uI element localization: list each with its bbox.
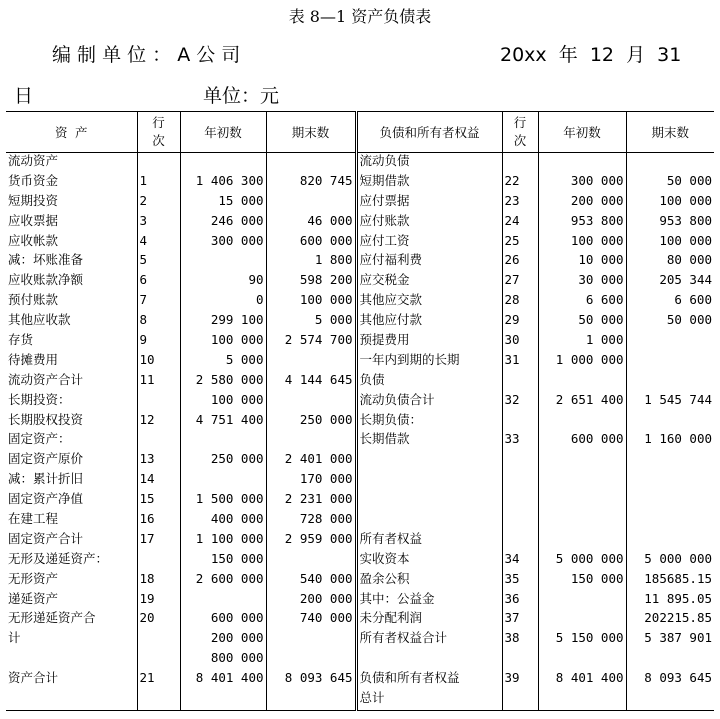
liability-closing: [626, 451, 714, 471]
asset-closing: 1 800: [266, 252, 356, 272]
asset-opening: 8 401 400: [180, 670, 266, 690]
asset-item: 应收账款净额: [8, 272, 84, 288]
liability-closing: [626, 511, 714, 531]
table-row: [6, 412, 714, 432]
asset-item: 固定资产：: [8, 431, 71, 447]
liability-line-no: 25: [502, 233, 538, 253]
liability-line-no: 33: [502, 431, 538, 451]
asset-line-no: 7: [137, 292, 180, 312]
table-row: [6, 491, 714, 511]
asset-line-no: 1: [137, 173, 180, 193]
liability-line-no: 39: [502, 670, 538, 690]
col-header-opening: 年初数: [180, 112, 266, 153]
col-header-line-no: 行次: [137, 112, 180, 153]
liability-line-no: [502, 153, 538, 173]
liability-opening: [538, 491, 626, 511]
liability-line-no: [502, 531, 538, 551]
liability-opening: 300 000: [538, 173, 626, 193]
asset-item: 固定资产净值: [8, 491, 84, 507]
liability-item: 负债和所有者权益: [356, 670, 502, 690]
company-unit: 编 制 单 位 ： A 公 司: [52, 44, 241, 66]
liability-closing: 185685.15: [626, 571, 714, 591]
liability-opening: [538, 531, 626, 551]
asset-line-no: 2: [137, 193, 180, 213]
liability-closing: 80 000: [626, 252, 714, 272]
asset-opening: 1 100 000: [180, 531, 266, 551]
table-row: [6, 272, 714, 292]
table-row: [6, 392, 714, 412]
liability-line-no: 30: [502, 332, 538, 352]
table-row: [6, 332, 714, 352]
asset-line-no: 15: [137, 491, 180, 511]
liability-line-no: 36: [502, 591, 538, 611]
col-header-assets: 资 产: [6, 112, 137, 153]
liability-item: 其他应交款: [356, 292, 502, 312]
table-row: [6, 372, 714, 392]
asset-line-no: 10: [137, 352, 180, 372]
liability-opening: [538, 471, 626, 491]
asset-line-no: [137, 630, 180, 650]
table-title: 表 8—1 资产负债表: [288, 7, 432, 26]
liability-closing: 953 800: [626, 213, 714, 233]
liability-item: 长期负债：: [356, 412, 502, 432]
table-row: [6, 670, 714, 690]
asset-opening: 5 000: [180, 352, 266, 372]
asset-line-no: 8: [137, 312, 180, 332]
asset-opening: 4 751 400: [180, 412, 266, 432]
asset-item: 无形及递延资产：: [8, 550, 109, 566]
liability-line-no: [502, 650, 538, 670]
liability-opening: 5 150 000: [538, 630, 626, 650]
asset-opening: [180, 252, 266, 272]
table-row: [6, 531, 714, 551]
table-row: [6, 252, 714, 272]
asset-closing: 728 000: [266, 511, 356, 531]
liability-opening: 5 000 000: [538, 551, 626, 571]
asset-opening: 600 000: [180, 610, 266, 630]
asset-closing: 46 000: [266, 213, 356, 233]
asset-line-no: 9: [137, 332, 180, 352]
liability-closing: 11 895.05: [626, 591, 714, 611]
asset-line-no: 16: [137, 511, 180, 531]
asset-opening: 100 000: [180, 392, 266, 412]
liability-opening: 10 000: [538, 252, 626, 272]
liability-item: [356, 451, 502, 471]
asset-opening: [180, 591, 266, 611]
liability-item: [356, 650, 502, 670]
asset-closing: 540 000: [266, 571, 356, 591]
asset-item: 应收票据: [8, 212, 59, 228]
liability-line-no: 37: [502, 610, 538, 630]
liability-item: 总计: [356, 690, 502, 710]
liability-opening: 30 000: [538, 272, 626, 292]
liability-item: 预提费用: [356, 332, 502, 352]
liability-line-no: 35: [502, 571, 538, 591]
currency-unit: 单位：元: [203, 85, 280, 107]
asset-line-no: 5: [137, 252, 180, 272]
liability-item: 一年内到期的长期: [356, 352, 502, 372]
asset-line-no: [137, 431, 180, 451]
balance-sheet-table: [6, 111, 714, 711]
table-row: [6, 630, 714, 650]
asset-opening: [180, 153, 266, 173]
asset-line-no: 20: [137, 610, 180, 630]
liability-item: [356, 511, 502, 531]
asset-item: 资产合计: [8, 670, 59, 686]
liability-item: 流动负债: [356, 153, 502, 173]
liability-line-no: 24: [502, 213, 538, 233]
asset-closing: 600 000: [266, 233, 356, 253]
liability-item: 应交税金: [356, 272, 502, 292]
asset-line-no: 4: [137, 233, 180, 253]
liability-closing: [626, 352, 714, 372]
asset-opening: 1 406 300: [180, 173, 266, 193]
liability-line-no: [502, 412, 538, 432]
liability-opening: [538, 451, 626, 471]
asset-opening: 800 000: [180, 650, 266, 670]
asset-closing: 2 401 000: [266, 451, 356, 471]
liability-closing: [626, 690, 714, 710]
asset-item: 货币资金: [8, 172, 59, 188]
liability-line-no: [502, 471, 538, 491]
liability-line-no: 23: [502, 193, 538, 213]
table-row: [6, 233, 714, 253]
asset-item: 在建工程: [8, 511, 59, 527]
asset-item: 短期投资: [8, 192, 59, 208]
table-row: [6, 571, 714, 591]
liability-closing: 5 000 000: [626, 551, 714, 571]
asset-line-no: 3: [137, 213, 180, 233]
liability-item: 应付票据: [356, 193, 502, 213]
liability-opening: 50 000: [538, 312, 626, 332]
liability-opening: [538, 650, 626, 670]
table-row: [6, 352, 714, 372]
liability-item: 应付福利费: [356, 252, 502, 272]
asset-item: 预付账款: [8, 292, 59, 308]
liability-item: 流动负债合计: [356, 392, 502, 412]
liability-item: [356, 491, 502, 511]
liability-closing: 202215.85: [626, 610, 714, 630]
asset-opening: 150 000: [180, 551, 266, 571]
asset-item: 长期投资：: [8, 391, 71, 407]
asset-opening: 1 500 000: [180, 491, 266, 511]
asset-closing: [266, 551, 356, 571]
liability-line-no: [502, 690, 538, 710]
liability-line-no: 29: [502, 312, 538, 332]
liability-item: 未分配利润: [356, 610, 502, 630]
asset-closing: [266, 630, 356, 650]
liability-closing: [626, 531, 714, 551]
liability-line-no: [502, 451, 538, 471]
liability-opening: 100 000: [538, 233, 626, 253]
asset-opening: 2 600 000: [180, 571, 266, 591]
liability-opening: 8 401 400: [538, 670, 626, 690]
liability-item: 盈余公积: [356, 571, 502, 591]
asset-line-no: 19: [137, 591, 180, 611]
col-header-opening-2: 年初数: [538, 112, 626, 153]
liability-line-no: [502, 491, 538, 511]
liability-item: 所有者权益: [356, 531, 502, 551]
table-row: [6, 312, 714, 332]
table-row: [6, 511, 714, 531]
asset-item: 应收帐款: [8, 232, 59, 248]
col-header-line-no-2: 行次: [502, 112, 538, 153]
table-row: [6, 213, 714, 233]
asset-closing: 250 000: [266, 412, 356, 432]
liability-line-no: [502, 511, 538, 531]
asset-opening: 0: [180, 292, 266, 312]
asset-item: 无形递延资产合: [8, 610, 96, 626]
asset-item: 无形资产: [8, 570, 59, 586]
liability-line-no: 22: [502, 173, 538, 193]
liability-opening: 200 000: [538, 193, 626, 213]
table-row: [6, 591, 714, 611]
asset-closing: [266, 392, 356, 412]
table-row: [6, 471, 714, 491]
asset-item: [6, 650, 137, 670]
asset-closing: 100 000: [266, 292, 356, 312]
liability-closing: 1 545 744: [626, 392, 714, 412]
asset-line-no: 14: [137, 471, 180, 491]
liability-opening: [538, 690, 626, 710]
asset-opening: 200 000: [180, 630, 266, 650]
liability-item: 应付工资: [356, 233, 502, 253]
asset-line-no: [137, 650, 180, 670]
table-row: [6, 551, 714, 571]
table-row: [6, 193, 714, 213]
asset-closing: 2 959 000: [266, 531, 356, 551]
table-row: [6, 451, 714, 471]
asset-item: 待摊费用: [8, 351, 59, 367]
table-row: [6, 650, 714, 670]
liability-item: 长期借款: [356, 431, 502, 451]
asset-item: 长期股权投资: [8, 411, 84, 427]
asset-item: 固定资产原价: [8, 451, 84, 467]
asset-item: 流动资产合计: [8, 371, 84, 387]
report-date: 20xx 年 12 月 31: [500, 44, 682, 66]
asset-closing: [266, 431, 356, 451]
asset-line-no: [137, 392, 180, 412]
liability-item: [356, 471, 502, 491]
liability-opening: 1 000: [538, 332, 626, 352]
liability-opening: [538, 511, 626, 531]
liability-item: 短期借款: [356, 173, 502, 193]
liability-closing: 100 000: [626, 233, 714, 253]
asset-item: 计: [8, 630, 21, 646]
asset-opening: 15 000: [180, 193, 266, 213]
col-header-closing-2: 期末数: [626, 112, 714, 153]
liability-opening: [538, 372, 626, 392]
liability-closing: [626, 471, 714, 491]
asset-closing: [266, 352, 356, 372]
asset-opening: 250 000: [180, 451, 266, 471]
asset-closing: 8 093 645: [266, 670, 356, 690]
asset-opening: [180, 431, 266, 451]
table-row: [6, 690, 714, 710]
liability-opening: [538, 153, 626, 173]
liability-closing: 50 000: [626, 173, 714, 193]
table-row: [6, 292, 714, 312]
asset-closing: [266, 153, 356, 173]
liability-item: 其中：公益金: [356, 591, 502, 611]
asset-opening: 246 000: [180, 213, 266, 233]
liability-item: 所有者权益合计: [356, 630, 502, 650]
report-date-day: 日: [14, 85, 34, 107]
asset-item: 其他应收款: [8, 312, 71, 328]
asset-opening: 90: [180, 272, 266, 292]
asset-opening: 300 000: [180, 233, 266, 253]
liability-opening: 150 000: [538, 571, 626, 591]
asset-item: 流动资产: [8, 153, 59, 168]
liability-opening: 600 000: [538, 431, 626, 451]
col-header-closing: 期末数: [266, 112, 356, 153]
asset-closing: 740 000: [266, 610, 356, 630]
asset-opening: [180, 471, 266, 491]
liability-item: 实收资本: [356, 551, 502, 571]
asset-item: 存货: [8, 332, 34, 348]
asset-closing: [266, 193, 356, 213]
asset-opening: [180, 690, 266, 710]
liability-opening: [538, 610, 626, 630]
asset-line-no: 13: [137, 451, 180, 471]
asset-line-no: 6: [137, 272, 180, 292]
liability-closing: [626, 372, 714, 392]
asset-opening: 299 100: [180, 312, 266, 332]
liability-closing: 205 344: [626, 272, 714, 292]
liability-opening: 953 800: [538, 213, 626, 233]
liability-closing: [626, 491, 714, 511]
asset-line-no: 11: [137, 372, 180, 392]
asset-closing: 598 200: [266, 272, 356, 292]
asset-closing: [266, 650, 356, 670]
liability-closing: [626, 650, 714, 670]
asset-line-no: [137, 551, 180, 571]
asset-line-no: 18: [137, 571, 180, 591]
liability-line-no: 28: [502, 292, 538, 312]
asset-item: 减：坏账准备: [8, 252, 84, 268]
col-header-liabilities: 负债和所有者权益: [356, 112, 502, 153]
liability-closing: 100 000: [626, 193, 714, 213]
asset-closing: 5 000: [266, 312, 356, 332]
liability-line-no: 38: [502, 630, 538, 650]
liability-closing: 50 000: [626, 312, 714, 332]
liability-item: 其他应付款: [356, 312, 502, 332]
liability-line-no: 31: [502, 352, 538, 372]
asset-closing: 200 000: [266, 591, 356, 611]
liability-line-no: 34: [502, 551, 538, 571]
asset-closing: 170 000: [266, 471, 356, 491]
liability-line-no: 26: [502, 252, 538, 272]
asset-closing: 2 574 700: [266, 332, 356, 352]
asset-line-no: 17: [137, 531, 180, 551]
liability-closing: 1 160 000: [626, 431, 714, 451]
liability-closing: 6 600: [626, 292, 714, 312]
liability-opening: 2 651 400: [538, 392, 626, 412]
liability-opening: [538, 412, 626, 432]
table-row: [6, 173, 714, 193]
liability-line-no: [502, 372, 538, 392]
asset-line-no: [137, 153, 180, 173]
table-header-row: [6, 112, 714, 153]
liability-closing: [626, 332, 714, 352]
liability-opening: [538, 591, 626, 611]
liability-closing: [626, 153, 714, 173]
asset-line-no: 12: [137, 412, 180, 432]
liability-item: 应付账款: [356, 213, 502, 233]
liability-line-no: 32: [502, 392, 538, 412]
liability-line-no: 27: [502, 272, 538, 292]
asset-line-no: [137, 690, 180, 710]
asset-closing: 2 231 000: [266, 491, 356, 511]
asset-opening: 100 000: [180, 332, 266, 352]
table-row: [6, 431, 714, 451]
table-row: [6, 153, 714, 173]
asset-item: 固定资产合计: [8, 530, 84, 546]
table-row: [6, 610, 714, 630]
liability-item: 负债: [356, 372, 502, 392]
liability-closing: [626, 412, 714, 432]
asset-opening: 400 000: [180, 511, 266, 531]
asset-closing: 820 745: [266, 173, 356, 193]
asset-item: [6, 690, 137, 710]
asset-closing: 4 144 645: [266, 372, 356, 392]
asset-item: 减：累计折旧: [8, 471, 84, 487]
liability-opening: 6 600: [538, 292, 626, 312]
liability-opening: 1 000 000: [538, 352, 626, 372]
liability-closing: 8 093 645: [626, 670, 714, 690]
asset-line-no: 21: [137, 670, 180, 690]
asset-closing: [266, 690, 356, 710]
asset-item: 递延资产: [8, 590, 59, 606]
liability-closing: 5 387 901: [626, 630, 714, 650]
asset-opening: 2 580 000: [180, 372, 266, 392]
